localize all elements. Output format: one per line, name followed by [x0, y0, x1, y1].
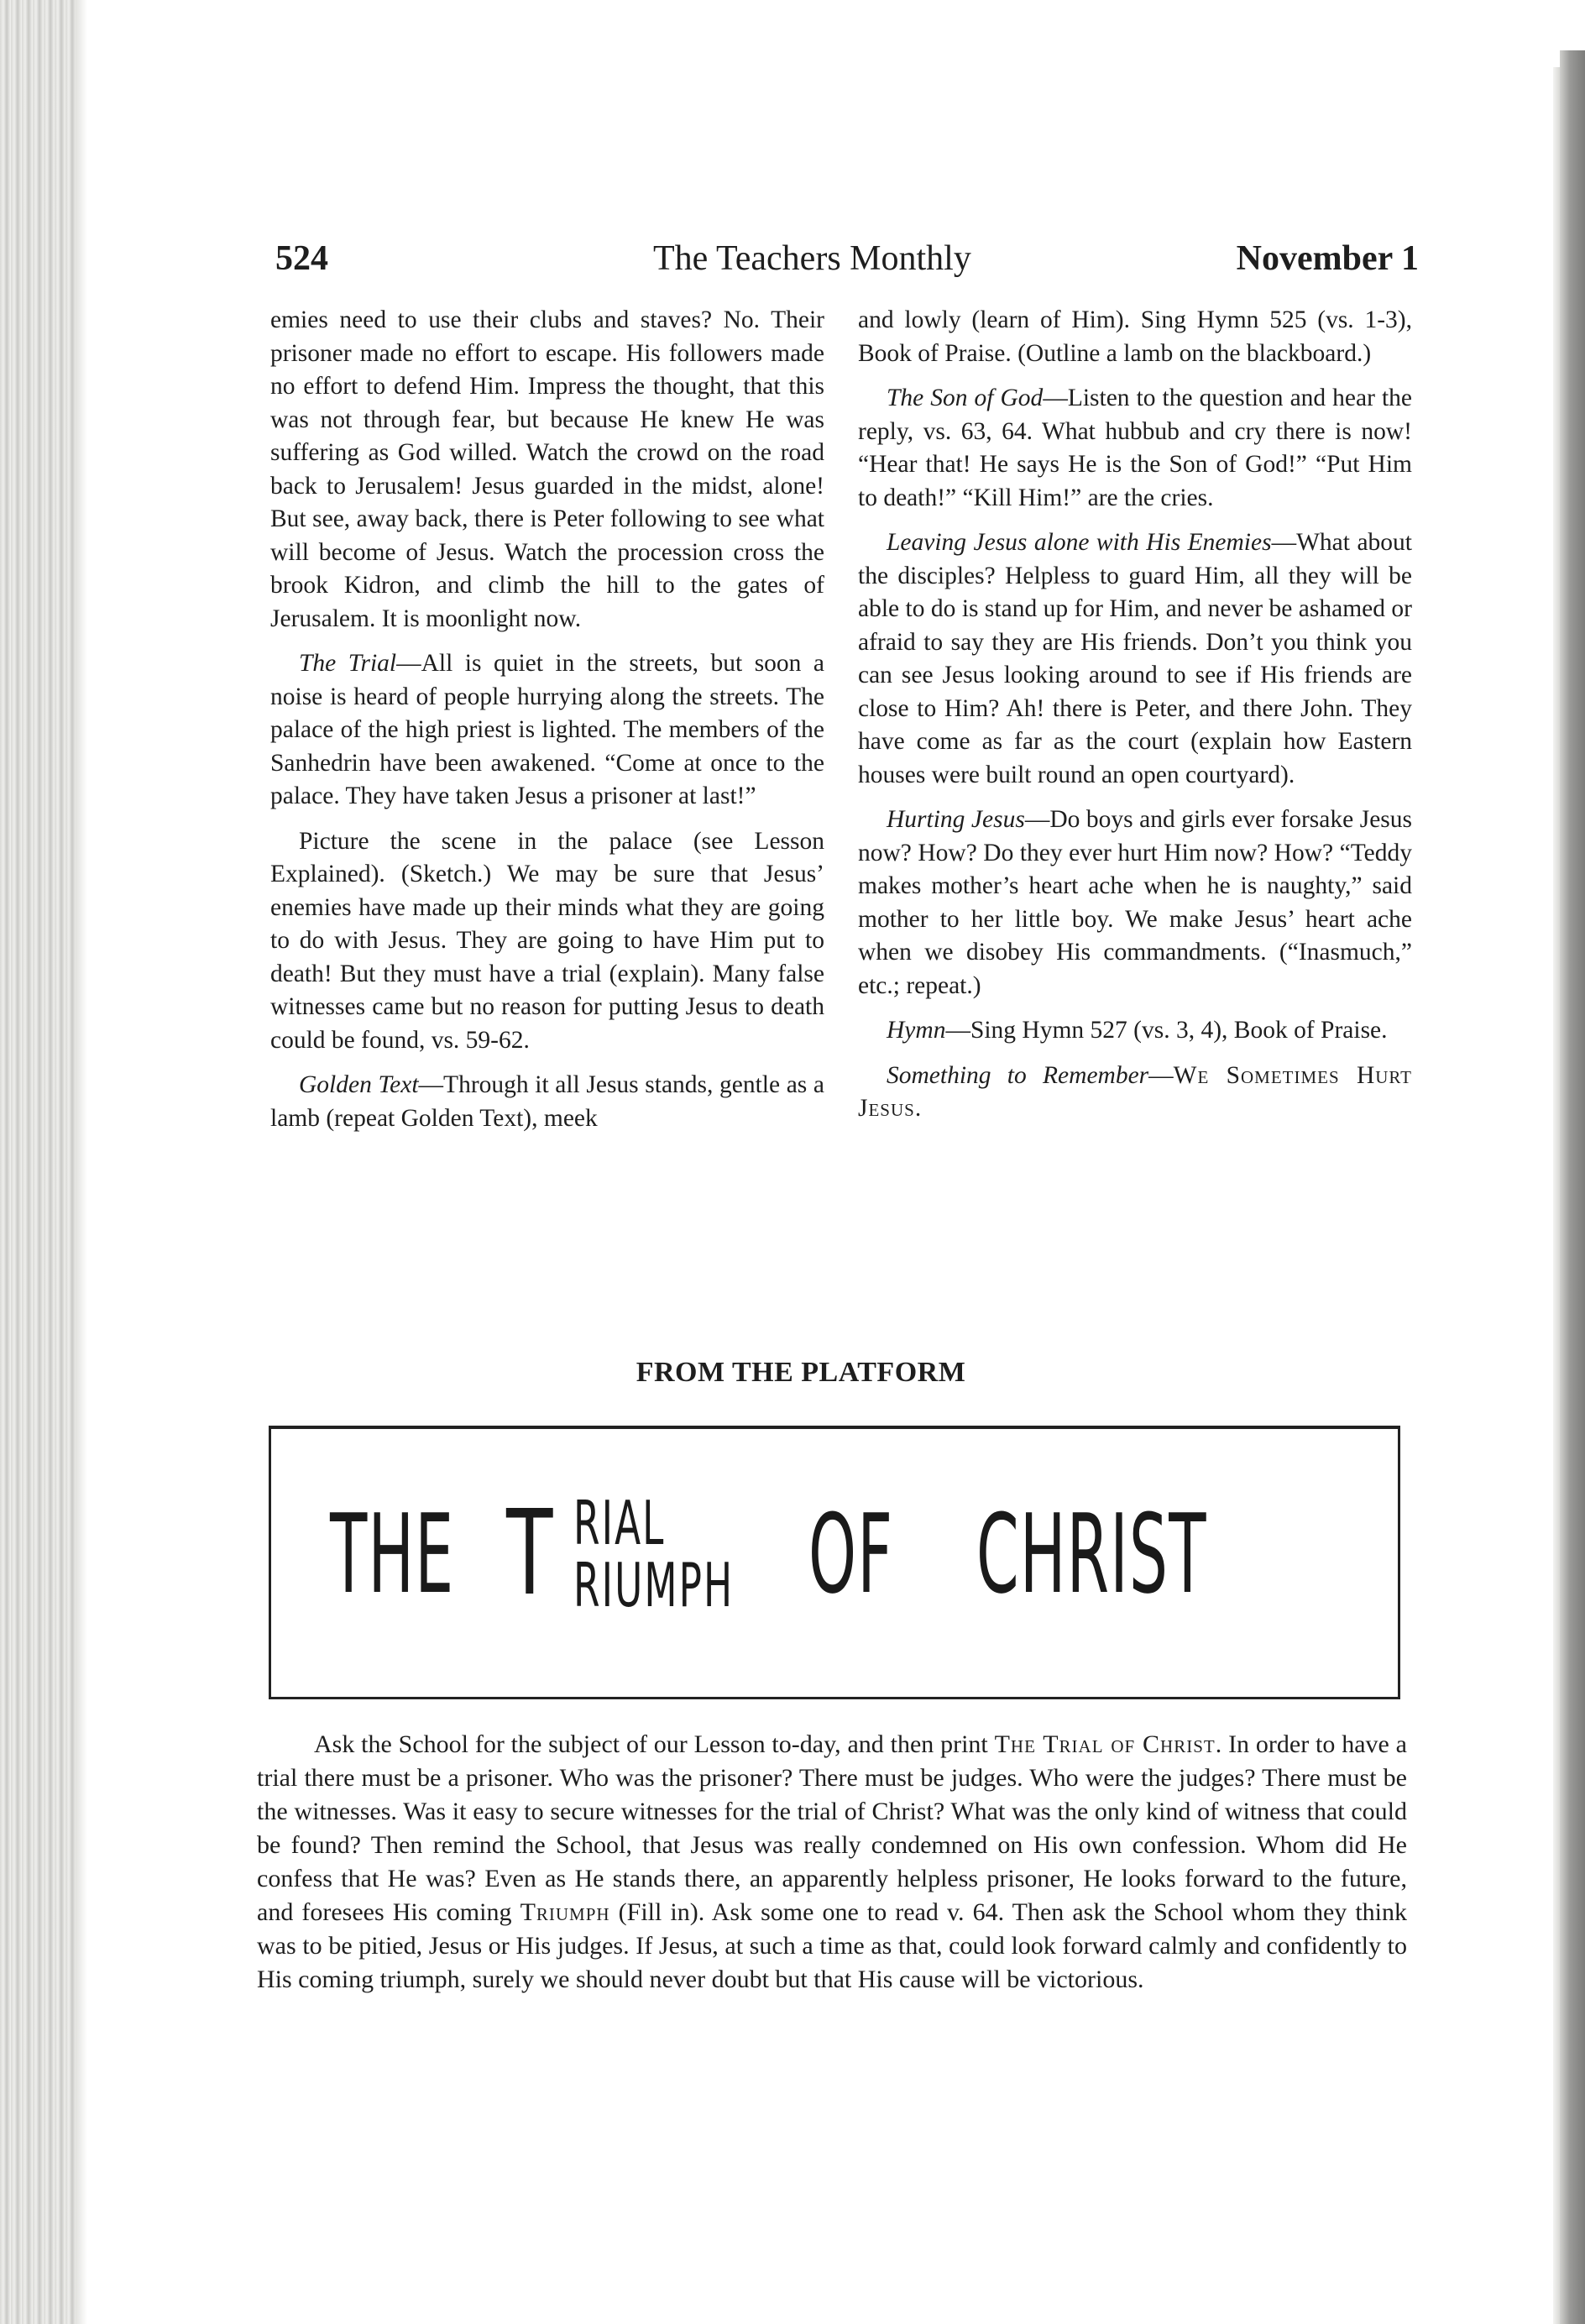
run-in-heading: The Trial: [299, 650, 397, 677]
platform-instructions: [257, 1728, 1407, 1997]
paragraph: [270, 647, 824, 814]
book-page-edges: [0, 0, 76, 2324]
run-in-heading: Something to Remember: [887, 1061, 1149, 1089]
paragraph: [858, 1060, 1412, 1126]
board-word-stack: [573, 1488, 808, 1620]
paragraph: emies need to use their clubs and staves? No. Their prisoner made no effort to escape. His followers made no effort to defend Him. Impress the thought, that this was not through fear, but because He knew He was suffering as God willed. Watch the crowd on the road back to Jerusalem! Jesus guarded in the midst, alone! But see, away back, there is Peter following to see what will become of Jesus. Watch the procession cross the brook Kidron, and climb the hill to the gates of Jerusalem. It is moonlight now.: [270, 306, 824, 632]
paragraph-text: —Sing Hymn 527 (vs. 3, 4), Book of Praise.: [945, 1017, 1388, 1044]
run-in-heading: The Son of God: [887, 385, 1044, 411]
page-number: 524: [275, 239, 328, 278]
right-column: [858, 304, 1412, 1138]
board-word-christ: CHRIST: [976, 1490, 1207, 1618]
run-in-heading: Hymn: [887, 1017, 946, 1044]
paragraph: Picture the scene in the palace (see Lesson Explained). (Sketch.) We may be sure that Jesus’ enemies have made up their minds what they are going to do with Jesus. They are going to have Him put to death! But they must have a trial (explain). Many false witnesses came but no reason for putting Jesus to death could be found, vs. 59-62.: [270, 827, 824, 1054]
board-word-the: THE: [330, 1490, 455, 1618]
paragraph-text: —All is quiet in the streets, but soon a noise is heard of people hurrying along the streets. The palace of the high priest is lighted. The members of the Sanhedrin have been awakened. “Come at once to the palace. They have taken Jesus a prisoner at last!”: [270, 650, 824, 809]
dash: —: [1148, 1061, 1174, 1089]
paragraph: [270, 1069, 824, 1135]
paragraph-text: —Listen to the question and hear the reply, vs. 63, 64. What hubbub and cry there is now! “Hear that! He says He is the Son of God!” “Put Him to death!” “Kill Him!” are the cries.: [858, 385, 1412, 511]
paragraph-text: —Through it all Jesus stands, gentle as a lamb (repeat Golden Text), meek: [270, 1071, 824, 1132]
paragraph: [257, 1728, 1407, 1997]
paragraph-text: —What about the disciples? Helpless to guard Him, all they will be able to do is stand up for Him, and never be ashamed or afraid to say they are His friends. Don’t you think you can see Jesus looking around to see if His friends are close to Him? Ah! there is Peter, and there John. They have come as far as the court (explain how Eastern houses were built round an open courtyard).: [858, 529, 1412, 788]
book-spine: [1560, 50, 1585, 2324]
binding-edge: [1553, 67, 1560, 2324]
paragraph: [858, 382, 1412, 515]
blackboard-lettering: [330, 1485, 1413, 1622]
paragraph-text: Ask the School for the subject of our Lesson to-day, and then print: [314, 1730, 995, 1758]
blackboard-frame: [269, 1426, 1400, 1699]
paragraph: [858, 526, 1412, 792]
issue-date: November 1: [1236, 239, 1419, 278]
paragraph: and lowly (learn of Him). Sing Hymn 525 (vs. 1-3), Book of Praise. (Outline a lamb on the blackboard.): [858, 306, 1412, 367]
paragraph: [858, 1014, 1412, 1048]
board-word-riumph: RIUMPH: [573, 1550, 735, 1620]
run-in-heading: Hurting Jesus: [887, 806, 1025, 833]
paragraph-text: (Fill in). Ask some one to read v. 64. Then ask the School whom they think was to be pitied, Jesus or His judges. If Jesus, at such a time as that, could look forward calmly and confidently to His coming triumph, surely we should never doubt but that His cause will be victorious.: [257, 1898, 1407, 1993]
small-caps-text: Triumph: [520, 1898, 610, 1926]
board-word-rial: RIAL: [573, 1488, 666, 1558]
running-header: [275, 233, 1419, 284]
left-column: [270, 304, 824, 1147]
paragraph: [858, 803, 1412, 1002]
small-caps-text: The Trial of Christ: [994, 1730, 1216, 1758]
paragraph-text: . In order to have a trial there must be a prisoner. Who was the prisoner? There must be judges. Who were the judges? There must be the witnesses. Was it easy to secure witnesses for the trial of Christ? What was the only kind of witness that could be found? Then remind the School, that Jesus was really condemned on His own confession. Whom did He confess that He was? Even as He stands there, an apparently helpless prisoner, He looks forward to the future, and foresees His coming: [257, 1730, 1407, 1926]
paragraph-text: —Do boys and girls ever forsake Jesus now? How? Do they ever hurt Him now? How? “Teddy makes mother’s heart ache when he is naughty,” said mother to her little boy. We make Jesus’ heart ache when we disobey His commandments. (“Inasmuch,” etc.; repeat.): [858, 806, 1412, 999]
journal-title: The Teachers Monthly: [653, 239, 971, 278]
run-in-heading: Leaving Jesus alone with His Enemies: [887, 529, 1272, 556]
small-caps-text: We Sometimes Hurt Jesus.: [858, 1061, 1412, 1122]
section-heading: FROM THE PLATFORM: [636, 1357, 966, 1388]
board-letter-t: T: [506, 1485, 553, 1622]
run-in-heading: Golden Text: [299, 1071, 419, 1098]
board-word-of: OF: [808, 1490, 894, 1618]
